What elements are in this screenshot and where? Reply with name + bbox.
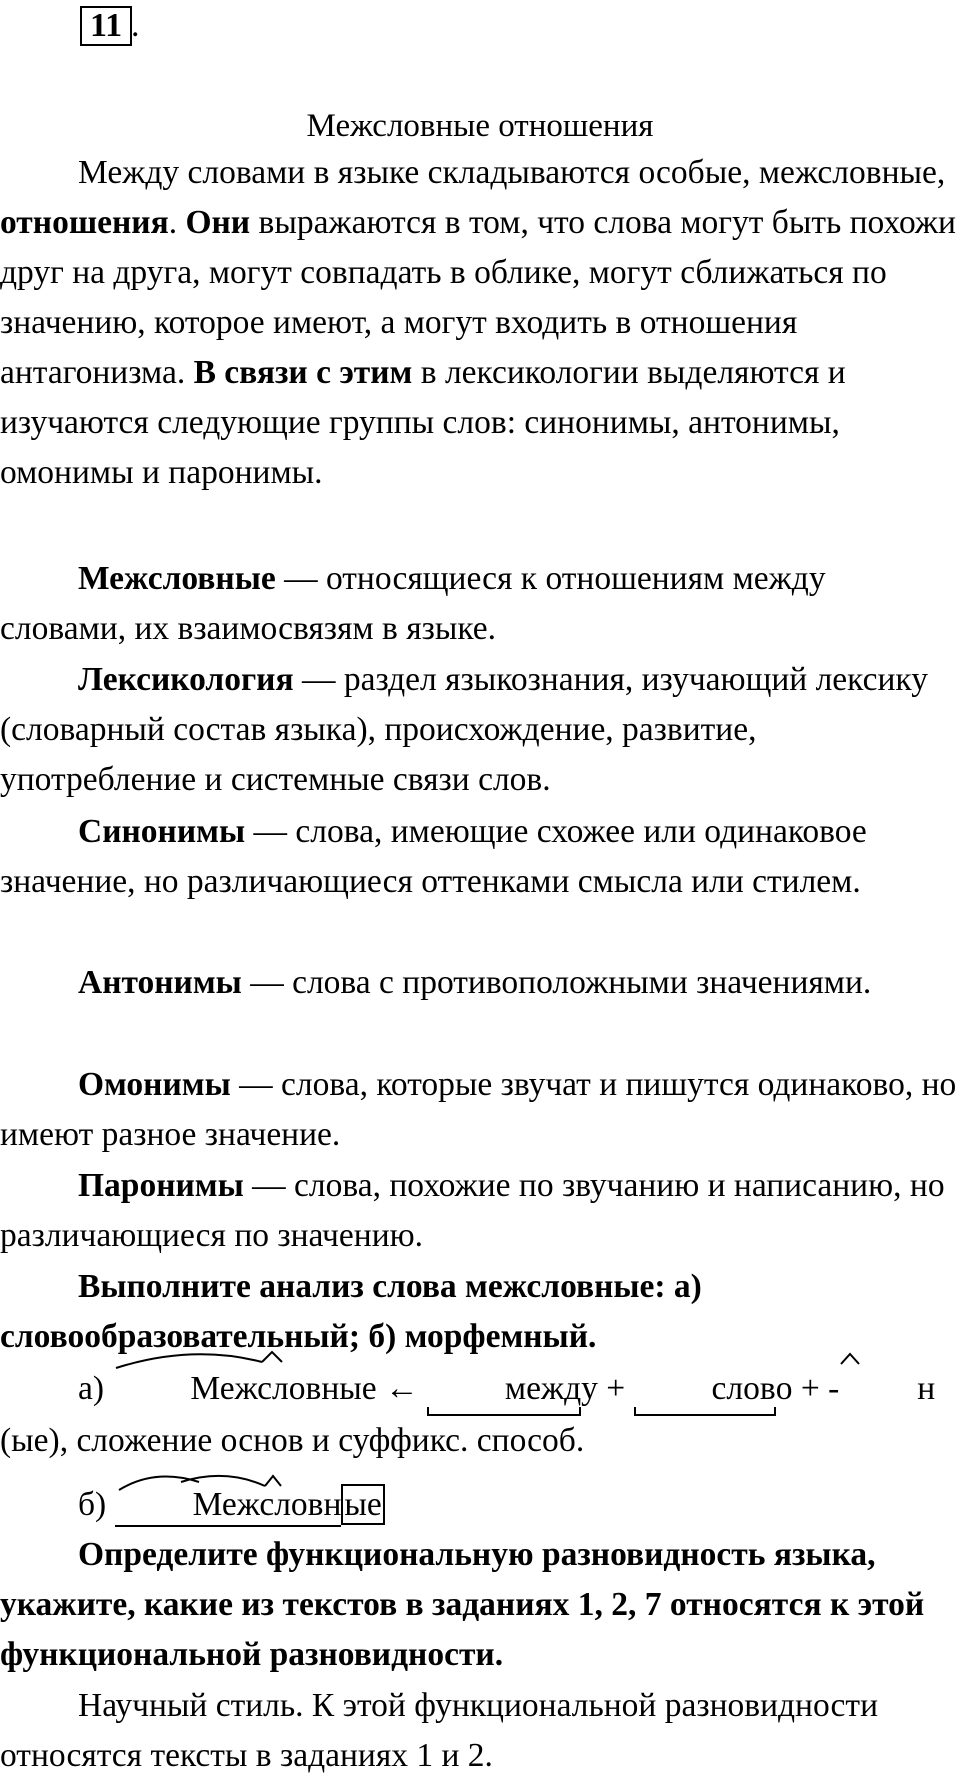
intro-text-3: выражаются в том, что слова могут быть похожи друг на друга, могут совпадать в облике, могут сближаться по значению, которое имеют, а могут входить в отношения антагонизма. — [0, 204, 956, 391]
definition-mezhslovnye — [0, 554, 960, 654]
derivation-arrow: ← — [376, 1370, 427, 1407]
definition-term: Паронимы — [78, 1167, 244, 1204]
morpheme-analysis — [115, 1480, 342, 1530]
definition-term: Антонимы — [78, 964, 242, 1001]
word-stem: Межсловн — [192, 1486, 342, 1523]
stem-ending-1: у — [581, 1370, 598, 1407]
stem-bracket-1: межд — [427, 1364, 581, 1416]
answer-a-prefix: а) — [78, 1370, 113, 1407]
task-text: Определите функциональную разновидность языка, укажите, какие из текстов в заданиях 1, 2, 7 относятся к этой функциональной разновидности. — [0, 1536, 925, 1673]
task-number-box: 11 — [80, 6, 132, 46]
task-word-analysis — [0, 1262, 960, 1362]
intro-text-1: Между словами в языке складываются особые, межсловные, — [78, 154, 946, 191]
section-title: Межсловные отношения — [306, 108, 654, 144]
plus-sign-2: + - — [792, 1370, 840, 1407]
stem-bracket-2: слов — [634, 1364, 776, 1416]
answer-functional-style — [0, 1681, 960, 1781]
definition-term: Омонимы — [78, 1066, 231, 1103]
intro-bold-2: Они — [185, 204, 251, 241]
ending-box: ые — [341, 1484, 384, 1525]
analyzed-word: Межсловные — [190, 1370, 377, 1407]
definition-term: Лексикология — [78, 661, 294, 698]
task-functional-style — [0, 1530, 960, 1680]
answer-text: Научный стиль. К этой функциональной разновидности относятся тексты в заданиях 1 и 2. — [0, 1687, 878, 1774]
stem-ending-2: о — [775, 1370, 793, 1407]
intro-paragraph — [0, 148, 960, 498]
definition-text: — слова с противоположными значениями. — [241, 964, 872, 1001]
definition-paronimy — [0, 1161, 960, 1261]
intro-text-4: в лексикологии выделяются и изучаются следующие группы слов: синонимы, антонимы, омонимы и паронимы. — [0, 354, 846, 491]
definition-antonimy — [0, 958, 960, 1008]
definition-text: — слова, имеющие схожее или одинаковое значение, но различающиеся оттенками смысла или стилем. — [0, 813, 867, 900]
definition-text: — слова, похожие по звучанию и написанию, но различающиеся по значению. — [0, 1167, 945, 1254]
definition-text: — относящиеся к отношениям между словами, их взаимосвязям в языке. — [0, 560, 826, 647]
plus-sign-1: + — [597, 1370, 634, 1407]
task-text: Выполните анализ слова межсловные: а) словообразовательный; б) морфемный. — [0, 1268, 702, 1355]
definition-sinonimy — [0, 807, 960, 907]
word-formation-analysis — [112, 1364, 376, 1414]
definition-text: — слова, которые звучат и пишутся одинаково, но имеют разное значение. — [0, 1066, 957, 1153]
morpheme-arcs-icon — [115, 1470, 285, 1492]
derivation-stem-arc-icon — [112, 1350, 322, 1370]
task-number-dot: . — [131, 7, 140, 44]
definition-term: Межсловные — [78, 560, 276, 597]
suffix-letter: н — [917, 1370, 936, 1407]
intro-bold-1: отношения — [0, 204, 169, 241]
definition-omonimy — [0, 1060, 960, 1160]
answer-b — [0, 1480, 960, 1530]
suffix-mark — [839, 1364, 935, 1414]
answer-a-tail: (ые), сложение основ и суффикс. способ. — [0, 1422, 585, 1459]
intro-bold-3: В связи с этим — [193, 354, 413, 391]
definition-term: Синонимы — [78, 813, 246, 850]
answer-a — [0, 1364, 960, 1466]
answer-b-prefix: б) — [78, 1486, 115, 1523]
suffix-caret-icon — [839, 1352, 861, 1366]
intro-text-2: . — [168, 204, 186, 241]
definition-text: — раздел языкознания, изучающий лексику (словарный состав языка), происхождение, развитие, употребление и системные связи слов. — [0, 661, 928, 798]
stem-underline — [115, 1525, 342, 1527]
definition-leksikologiya — [0, 655, 960, 805]
